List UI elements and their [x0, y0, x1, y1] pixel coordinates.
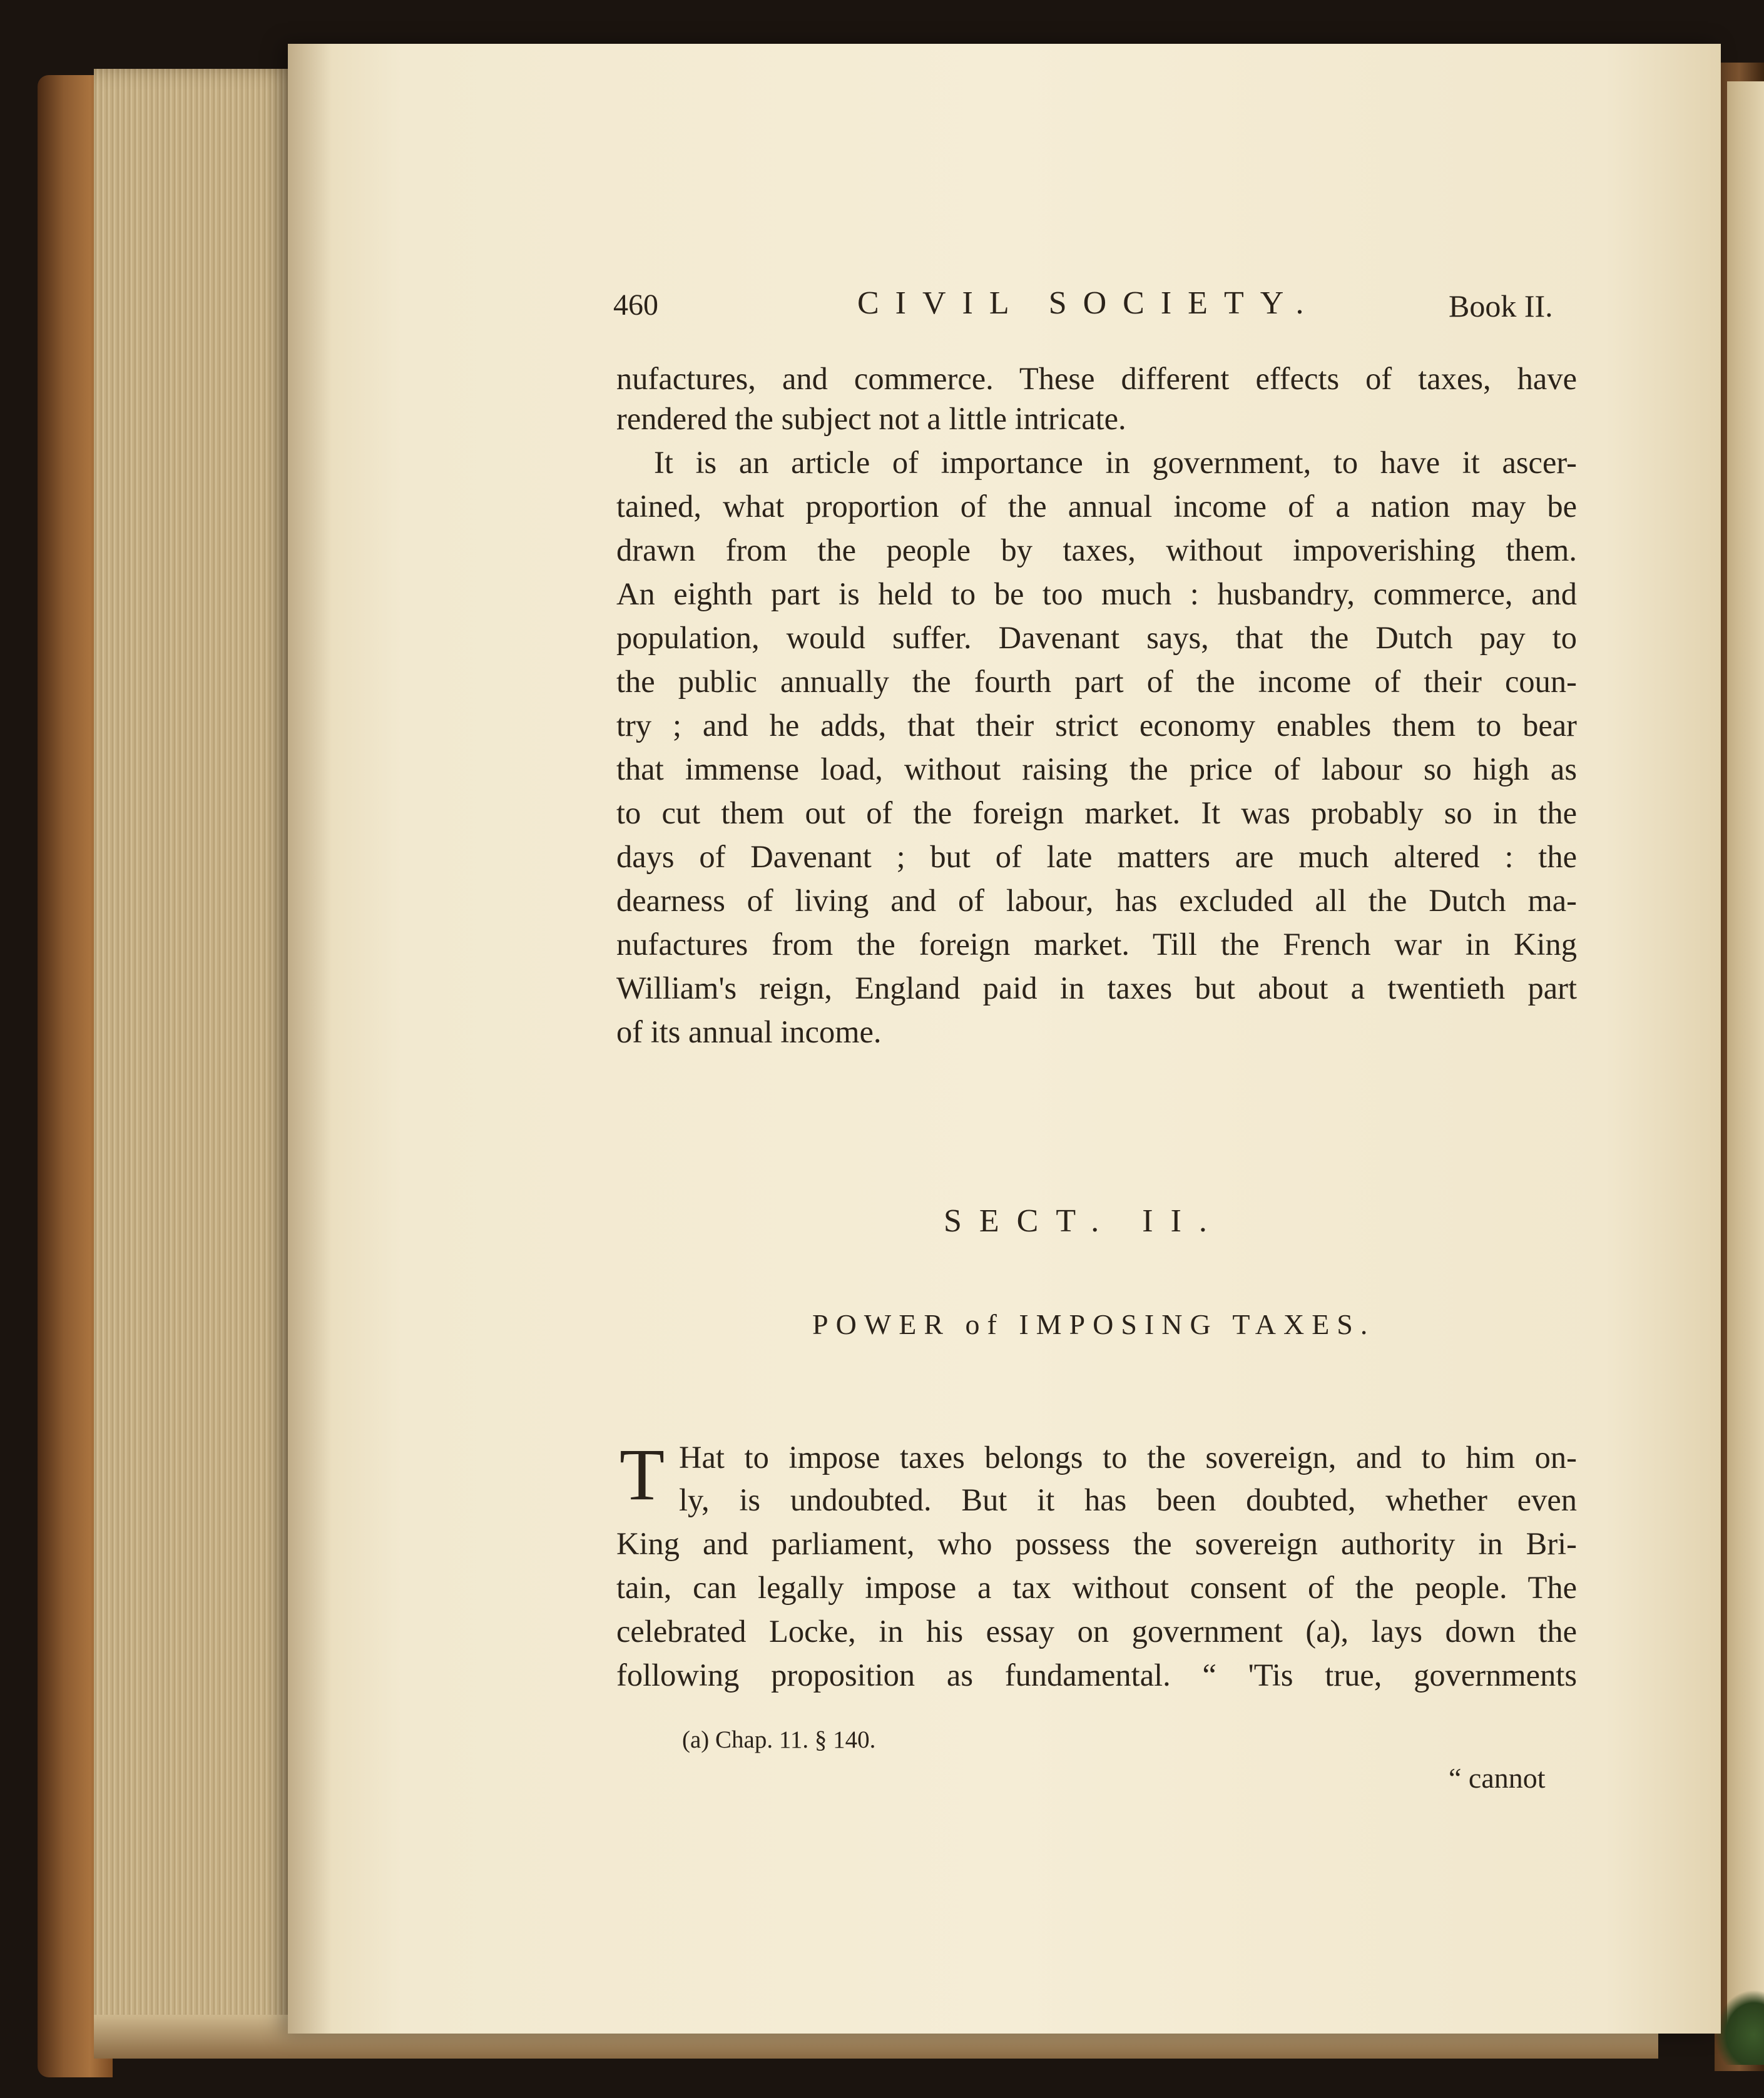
- text-line: tain, can legally impose a tax without consent of the people. The: [616, 1570, 1577, 1605]
- page-edges: [94, 69, 300, 2034]
- running-title: CIVIL SOCIETY.: [857, 285, 1320, 321]
- leaf-decoration: [1715, 1990, 1764, 2065]
- gutter-shadow: [288, 44, 332, 2034]
- text-line: dearness of living and of labour, has excluded all the Dutch ma-: [616, 883, 1577, 918]
- book-label: Book II.: [1449, 288, 1553, 323]
- section-subheading: POWER of IMPOSING TAXES.: [812, 1308, 1375, 1340]
- text-line: King and parliament, who possess the sovereign authority in Bri-: [616, 1526, 1577, 1561]
- text-line: An eighth part is held to be too much : husbandry, commerce, and: [616, 576, 1577, 611]
- text-line: drawn from the people by taxes, without impoverishing them.: [616, 532, 1577, 568]
- text-line: to cut them out of the foreign market. It was probably so in the: [616, 795, 1577, 830]
- text-line: tained, what proportion of the annual income of a nation may be: [616, 489, 1577, 524]
- text-line: rendered the subject not a little intricate.: [616, 401, 1126, 436]
- text-line: William's reign, England paid in taxes but about a twentieth part: [616, 970, 1577, 1006]
- text-line: It is an article of importance in government, to have it ascer-: [654, 445, 1577, 480]
- text-line: nufactures, and commerce. These different effects of taxes, have: [616, 361, 1577, 396]
- text-line: ly, is undoubted. But it has been doubted, whether even: [679, 1482, 1577, 1517]
- text-line: following proposition as fundamental. “ 'Tis true, governments: [616, 1658, 1577, 1693]
- text-line: of its annual income.: [616, 1014, 882, 1049]
- text-line: the public annually the fourth part of the income of their coun-: [616, 664, 1577, 699]
- section-heading: SECT. II.: [944, 1203, 1225, 1239]
- catchword: “ cannot: [1449, 1762, 1546, 1794]
- text-line: celebrated Locke, in his essay on government (a), lays down the: [616, 1614, 1577, 1649]
- text-line: that immense load, without raising the price of labour so high as: [616, 751, 1577, 787]
- footnote: (a) Chap. 11. § 140.: [682, 1726, 876, 1753]
- text-line: population, would suffer. Davenant says, that the Dutch pay to: [616, 620, 1577, 655]
- text-line: try ; and he adds, that their strict economy enables them to bear: [616, 708, 1577, 743]
- drop-cap: T: [619, 1433, 665, 1515]
- text-line: days of Davenant ; but of late matters are much altered : the: [616, 839, 1577, 874]
- facing-page-edge: [1727, 81, 1764, 2040]
- text-line: Hat to impose taxes belongs to the sovereign, and to him on-: [679, 1440, 1577, 1475]
- text-line: nufactures from the foreign market. Till the French war in King: [616, 927, 1577, 962]
- page-number: 460: [613, 288, 658, 322]
